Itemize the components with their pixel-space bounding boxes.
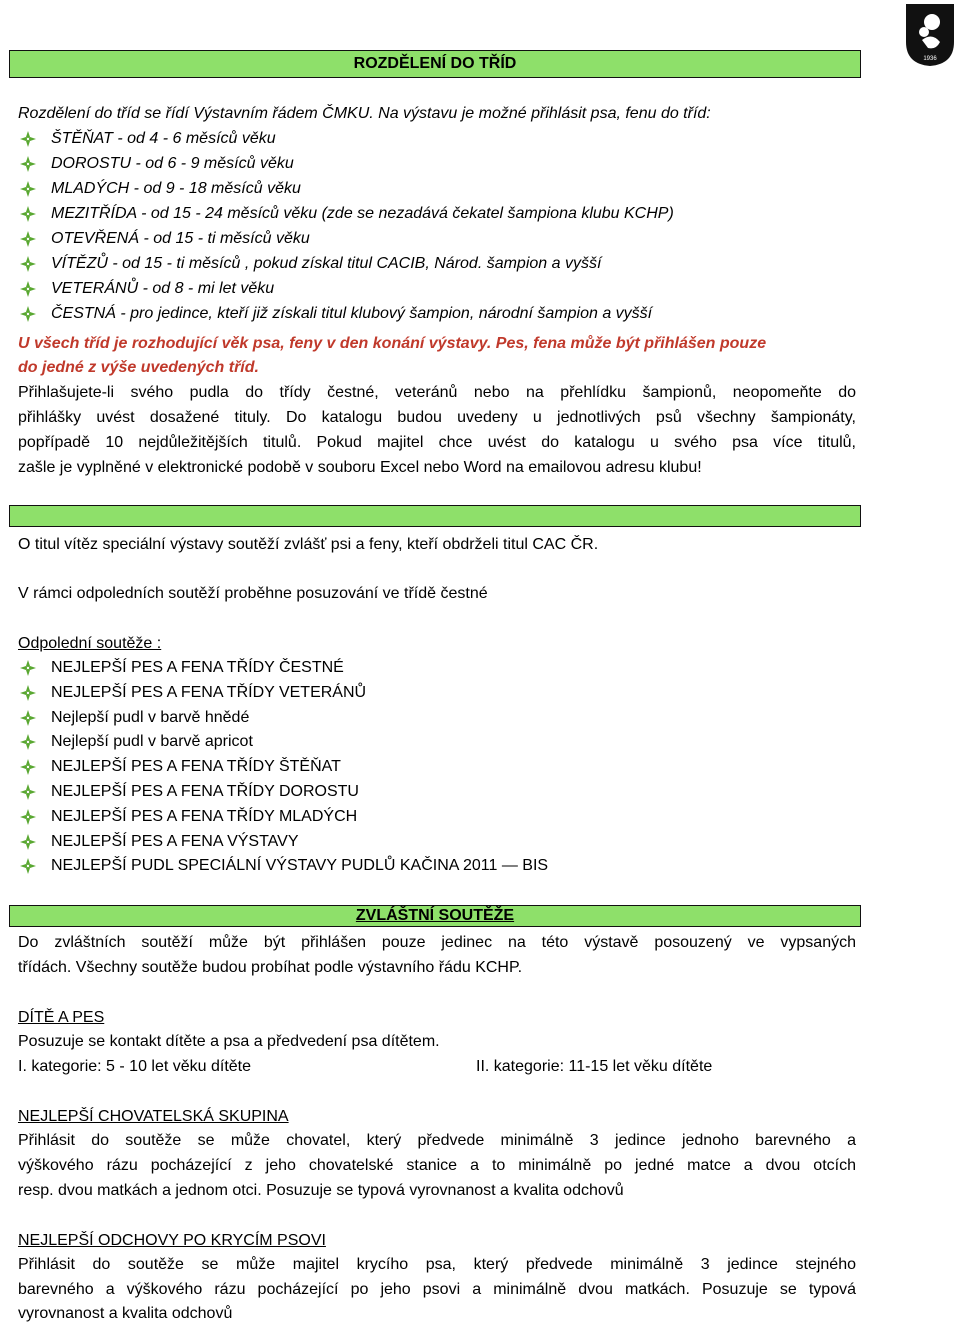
special-text-line: třídách. Všechny soutěže budou probíhat podle výstavního řádu KCHP. — [18, 959, 523, 976]
class-item: MEZITŘÍDA - od 15 - 24 měsíců věku (zde se nezadává čekatel šampiona klubu KCHP) — [51, 205, 674, 222]
competition-item: NEJLEPŠÍ PES A FENA TŘÍDY VETERÁNŮ — [51, 683, 367, 701]
diamond-bullet-icon — [20, 181, 36, 197]
honor-class-note: V rámci odpoledních soutěží proběhne posuzování ve třídě čestné — [18, 585, 488, 602]
progeny-line: vyrovnanost a kvalita odchovů — [18, 1305, 233, 1322]
diamond-bullet-icon — [20, 759, 36, 775]
titles-paragraph-line: popřípadě 10 nejdůležitějších titulů. Pokud majitel chce uvést do katalogu u svého psa více titulů, — [18, 434, 856, 451]
cac-note: O titul vítěz speciální výstavy soutěží zvlášť psi a feny, kteří obdrželi titul CAC ČR. — [18, 536, 599, 553]
competition-item: NEJLEPŠÍ PES A FENA TŘÍDY ČESTNÉ — [51, 659, 344, 676]
diamond-bullet-icon — [20, 834, 36, 850]
titles-paragraph-line: přihlášky uvést dosažené tituly. Do katalogu budou uvedeny u jednotlivých psů všechny šampionáty, — [18, 409, 856, 426]
classes-title-banner — [9, 50, 861, 78]
progeny-heading: NEJLEPŠÍ ODCHOVY PO KRYCÍM PSOVI — [18, 1232, 326, 1249]
diamond-bullet-icon — [20, 809, 36, 825]
diamond-bullet-icon — [20, 660, 36, 676]
diamond-bullet-icon — [20, 131, 36, 147]
special-title-banner — [9, 905, 861, 927]
svg-text:1936: 1936 — [923, 56, 937, 62]
class-item: ČESTNÁ - pro jedince, kteří již získali titul klubový šampion, národní šampion a vyšší — [51, 305, 653, 322]
diamond-bullet-icon — [20, 685, 36, 701]
section-divider-banner — [9, 505, 861, 527]
class-item: MLADÝCH - od 9 - 18 měsíců věku — [51, 180, 301, 197]
child-dog-text: Posuzuje se kontakt dítěte a psa a předvedení psa dítětem. — [18, 1033, 440, 1050]
diamond-bullet-icon — [20, 710, 36, 726]
child-category-2: II. kategorie: 11-15 let věku dítěte — [476, 1058, 713, 1075]
diamond-bullet-icon — [20, 734, 36, 750]
breeder-group-heading: NEJLEPŠÍ CHOVATELSKÁ SKUPINA — [18, 1108, 289, 1125]
warning-line-2: do jedné z výše uvedených tříd. — [18, 359, 259, 376]
titles-paragraph-line: zašle je vyplněné v elektronické podobě v souboru Excel nebo Word na emailovou adresu klubu! — [18, 459, 702, 476]
intro-text: Rozdělení do tříd se řídí Výstavním řádem ČMKU. Na výstavu je možné přihlásit psa, fenu do tříd: — [18, 105, 711, 122]
diamond-bullet-icon — [20, 858, 36, 874]
page-title: ROZDĚLENÍ DO TŘÍD — [353, 55, 517, 72]
class-item: OTEVŘENÁ - od 15 - ti měsíců věku — [51, 230, 310, 247]
diamond-bullet-icon — [20, 281, 36, 297]
special-text-line: Do zvláštních soutěží může být přihlášen pouze jedinec na této výstavě posouzený ve vypsaných — [18, 934, 856, 951]
competition-item: Nejlepší pudl v barvě hnědé — [51, 708, 250, 726]
competition-item: Nejlepší pudl v barvě apricot — [51, 733, 253, 751]
diamond-bullet-icon — [20, 156, 36, 172]
breeder-group-line: výškového rázu pocházející z jeho chovatelské stanice a to minimálně po jedné matce a dvou otcích — [18, 1157, 856, 1174]
afternoon-heading: Odpolední soutěže : — [18, 635, 162, 652]
warning-line-1 — [18, 334, 766, 354]
titles-paragraph-line: Přihlašujete-li svého pudla do třídy čestné, veteránů nebo na přehlídku šampionů, neopomeňte do — [18, 384, 856, 401]
class-item: ŠTĚŇAT - od 4 - 6 měsíců věku — [51, 130, 276, 147]
special-title: ZVLÁŠTNÍ SOUTĚŽE — [355, 907, 515, 924]
progeny-line: barevného a výškového rázu pocházející po jeho psovi a minimálně dvou matkách. Posuzuje se typová — [18, 1281, 856, 1298]
class-item: DOROSTU - od 6 - 9 měsíců věku — [51, 155, 294, 172]
warning-age-text: U všech tříd je rozhodující věk psa, feny v den konání výstavy. — [18, 335, 492, 352]
breeder-group-line: Přihlásit do soutěže se může chovatel, který předvede minimálně 3 jedince jednoho barevného a — [18, 1132, 856, 1149]
diamond-bullet-icon — [20, 784, 36, 800]
diamond-bullet-icon — [20, 206, 36, 222]
competition-item: NEJLEPŠÍ PES A FENA TŘÍDY DOROSTU — [51, 783, 359, 800]
competition-item: NEJLEPŠÍ PES A FENA VÝSTAVY — [51, 832, 299, 850]
competition-item: NEJLEPŠÍ PUDL SPECIÁLNÍ VÝSTAVY PUDLŮ KAČINA 2011 — BIS — [51, 857, 549, 875]
competition-item: NEJLEPŠÍ PES A FENA TŘÍDY MLADÝCH — [51, 807, 358, 825]
child-dog-heading: DÍTĚ A PES — [18, 1009, 105, 1026]
warning-single-class-text: Pes, fena může být přihlášen pouze — [491, 335, 767, 352]
diamond-bullet-icon — [20, 231, 36, 247]
child-category-1: I. kategorie: 5 - 10 let věku dítěte — [18, 1058, 252, 1075]
competition-item: NEJLEPŠÍ PES A FENA TŘÍDY ŠTĚŇAT — [51, 758, 341, 776]
diamond-bullet-icon — [20, 256, 36, 272]
class-item: VETERÁNŮ - od 8 - mi let věku — [51, 280, 275, 297]
club-logo — [902, 2, 958, 68]
breeder-group-line: resp. dvou matkách a jednom otci. Posuzuje se typová vyrovnanost a kvalita odchovů — [18, 1182, 624, 1199]
class-item: VÍTĚZŮ - od 15 - ti měsíců , pokud získal titul CACIB, Národ. šampion a vyšší — [51, 255, 602, 272]
diamond-bullet-icon — [20, 306, 36, 322]
progeny-line: Přihlásit do soutěže se může majitel krycího psa, který předvede minimálně 3 jedince stejného — [18, 1256, 856, 1273]
